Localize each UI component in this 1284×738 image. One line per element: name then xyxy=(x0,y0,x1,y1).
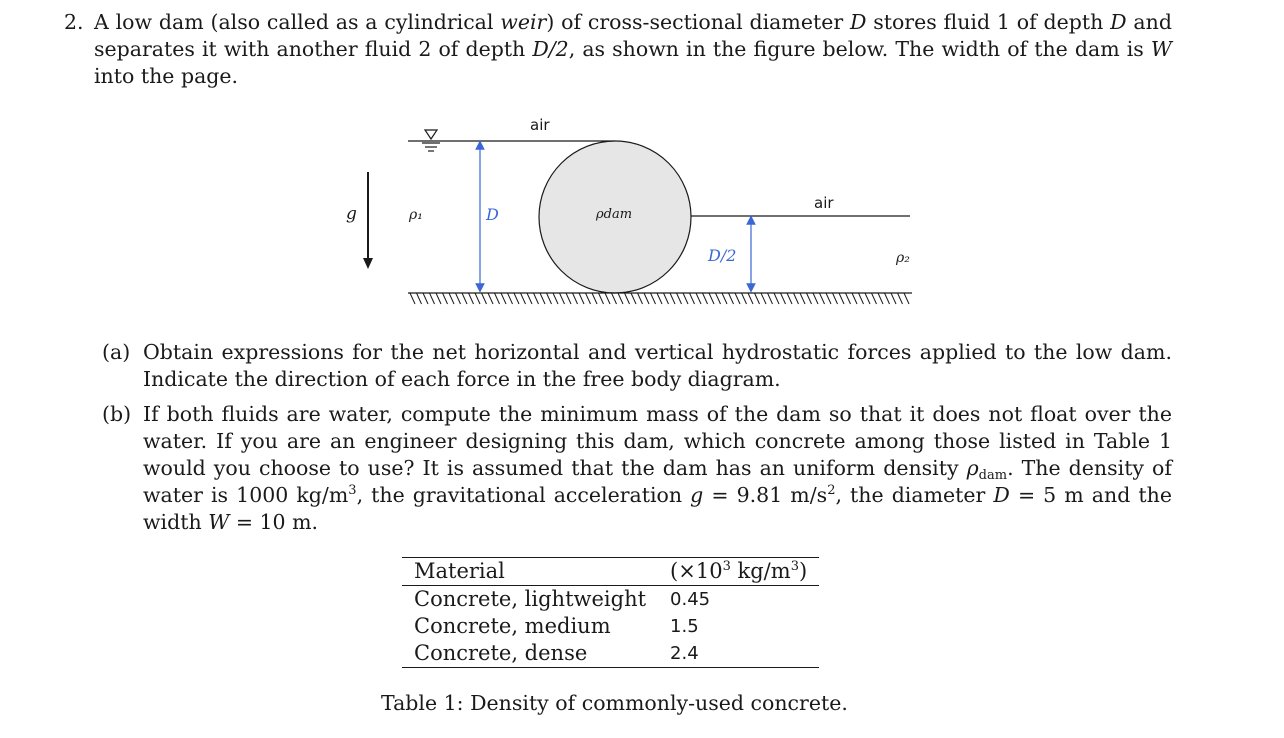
var-w: W xyxy=(1150,37,1172,61)
hatch-mark xyxy=(878,293,883,304)
hatch-mark xyxy=(521,293,526,304)
depth-d-label: D xyxy=(486,205,499,224)
var-g: g xyxy=(690,483,704,507)
rho-dam-label: ρdam xyxy=(596,207,633,222)
part-a xyxy=(102,339,1172,393)
dam-figure xyxy=(330,112,930,322)
hatch-mark xyxy=(469,293,474,304)
intro-text: into the page. xyxy=(94,64,239,88)
intro-text: A low dam (also called as a cylindrical xyxy=(94,10,494,34)
hatch-mark xyxy=(670,293,675,304)
hatch-mark xyxy=(709,293,714,304)
hatch-mark xyxy=(612,293,617,304)
hatch-mark xyxy=(605,293,610,304)
part-b-sentence: = 9.81 m/s xyxy=(711,483,828,507)
hatch-mark xyxy=(540,293,545,304)
hatch-mark xyxy=(644,293,649,304)
hatch-mark xyxy=(430,293,435,304)
problem-statement xyxy=(64,9,1172,90)
hatch-mark xyxy=(566,293,571,304)
var-d: D xyxy=(1110,10,1127,34)
hatch-mark xyxy=(586,293,591,304)
hatch-mark xyxy=(560,293,565,304)
hatch-mark xyxy=(631,293,636,304)
depth-d-half-label: D/2 xyxy=(708,246,737,265)
problem-intro xyxy=(94,9,1172,90)
var-d: D xyxy=(849,10,867,34)
table-row xyxy=(402,613,819,640)
table-header-row xyxy=(402,558,819,586)
gravity-arrowhead xyxy=(363,258,373,269)
hatch-mark xyxy=(456,293,461,304)
material-cell: Concrete, medium xyxy=(414,614,611,638)
hatch-mark xyxy=(417,293,422,304)
hatch-mark xyxy=(722,293,727,304)
rho2-label: ρ₂ xyxy=(896,250,910,266)
hatch-mark xyxy=(488,293,493,304)
intro-emphasis: weir xyxy=(500,10,547,34)
hatch-mark xyxy=(638,293,643,304)
air-left-label: air xyxy=(530,116,550,134)
hatch-mark xyxy=(508,293,513,304)
hatch-mark xyxy=(833,293,838,304)
air-right-label: air xyxy=(814,194,834,212)
hatch-mark xyxy=(729,293,734,304)
part-a-label: (a) xyxy=(102,340,131,364)
hatch-mark xyxy=(423,293,428,304)
table-row xyxy=(402,586,819,614)
header-material: Material xyxy=(414,559,505,583)
hatch-mark xyxy=(891,293,896,304)
intro-text: , as shown in the figure below. The width of the dam is xyxy=(568,37,1144,61)
hatch-mark xyxy=(859,293,864,304)
hatch-mark xyxy=(475,293,480,304)
part-b-label: (b) xyxy=(102,402,132,426)
hatch-mark xyxy=(904,293,909,304)
depth-half: D/2 xyxy=(532,37,569,61)
hatch-mark xyxy=(748,293,753,304)
density-cell: 0.45 xyxy=(670,589,711,610)
hatch-mark xyxy=(696,293,701,304)
hatch-mark xyxy=(436,293,441,304)
hatch-mark xyxy=(820,293,825,304)
hatch-mark xyxy=(690,293,695,304)
hatch-mark xyxy=(872,293,877,304)
hatch-mark xyxy=(677,293,682,304)
hatch-mark xyxy=(579,293,584,304)
material-cell: Concrete, lightweight xyxy=(414,587,647,611)
part-b-sentence: = 10 m. xyxy=(235,510,319,534)
density-table xyxy=(402,557,819,668)
exponent: 2 xyxy=(827,483,836,498)
gravity-label: g xyxy=(346,204,357,224)
hatch-mark xyxy=(813,293,818,304)
hatch-mark xyxy=(852,293,857,304)
unit-part: kg/m xyxy=(730,559,791,583)
exponent: 3 xyxy=(348,483,357,498)
hatch-mark xyxy=(898,293,903,304)
hatch-mark xyxy=(553,293,558,304)
unit-exponent: 3 xyxy=(790,559,799,574)
part-a-text: Obtain expressions for the net horizontal and vertical hydrostatic forces applied to the low dam. Indicate the direction of each force in the free body diagram. xyxy=(143,340,1172,391)
hatch-mark xyxy=(618,293,623,304)
hatch-mark xyxy=(514,293,519,304)
hatch-mark xyxy=(768,293,773,304)
hatch-mark xyxy=(761,293,766,304)
hatch-mark xyxy=(592,293,597,304)
hatch-mark xyxy=(625,293,630,304)
material-cell: Concrete, dense xyxy=(414,641,588,665)
part-b-sentence: If both fluids are water, compute the minimum mass of the dam so that it does not float over the water. If you are an engineer designing this dam, which concrete among those listed in Table 1 would you choose to use? It is assumed that the dam has an uniform density xyxy=(143,402,1172,480)
hatch-mark xyxy=(794,293,799,304)
hatch-mark xyxy=(573,293,578,304)
hatch-mark xyxy=(703,293,708,304)
hatch-mark xyxy=(534,293,539,304)
hatch-mark xyxy=(839,293,844,304)
hatch-mark xyxy=(807,293,812,304)
hatch-mark xyxy=(410,293,415,304)
rho-symbol: ρ xyxy=(966,456,979,480)
part-b-text xyxy=(143,401,1172,536)
hatch-mark xyxy=(482,293,487,304)
density-cell: 2.4 xyxy=(670,643,699,664)
part-b-sentence: = 5 m and the width xyxy=(143,483,1172,534)
hatch-mark xyxy=(774,293,779,304)
hatch-mark xyxy=(501,293,506,304)
hatch-mark xyxy=(462,293,467,304)
hatch-mark xyxy=(885,293,890,304)
hatch-mark xyxy=(781,293,786,304)
ground-hatching xyxy=(410,293,909,304)
hatch-mark xyxy=(683,293,688,304)
hatch-mark xyxy=(742,293,747,304)
hatch-mark xyxy=(547,293,552,304)
hatch-mark xyxy=(495,293,500,304)
hatch-mark xyxy=(599,293,604,304)
hatch-mark xyxy=(449,293,454,304)
header-unit xyxy=(658,558,819,586)
hatch-mark xyxy=(651,293,656,304)
hatch-mark xyxy=(846,293,851,304)
rho-subscript: dam xyxy=(978,468,1008,483)
hatch-mark xyxy=(735,293,740,304)
part-b-sentence: . The density of water is 1000 kg/m xyxy=(143,456,1172,507)
unit-part: (×10 xyxy=(670,559,723,583)
hatch-mark xyxy=(826,293,831,304)
part-b-sentence: , the gravitational acceleration xyxy=(356,483,683,507)
unit-part: ) xyxy=(798,559,808,583)
density-cell: 1.5 xyxy=(670,616,699,637)
table-caption: Table 1: Density of commonly-used concrete. xyxy=(381,691,848,715)
rho1-label: ρ₁ xyxy=(409,207,423,223)
hatch-mark xyxy=(527,293,532,304)
var-w: W xyxy=(208,510,230,534)
hatch-mark xyxy=(716,293,721,304)
intro-text: stores fluid 1 of depth xyxy=(873,10,1104,34)
part-b xyxy=(102,401,1172,536)
hatch-mark xyxy=(443,293,448,304)
part-b-sentence: , the diameter xyxy=(835,483,986,507)
table-row xyxy=(402,640,819,668)
hatch-mark xyxy=(657,293,662,304)
hatch-mark xyxy=(800,293,805,304)
dam-diagram xyxy=(330,112,930,322)
hatch-mark xyxy=(664,293,669,304)
hatch-mark xyxy=(865,293,870,304)
hatch-mark xyxy=(787,293,792,304)
var-d: D xyxy=(993,483,1010,507)
unit-exponent: 3 xyxy=(722,559,731,574)
problem-number: 2. xyxy=(64,10,84,34)
intro-text: and separates it with another fluid 2 of depth xyxy=(94,10,1172,61)
intro-text: ) of cross-sectional diameter xyxy=(546,10,844,34)
hatch-mark xyxy=(755,293,760,304)
